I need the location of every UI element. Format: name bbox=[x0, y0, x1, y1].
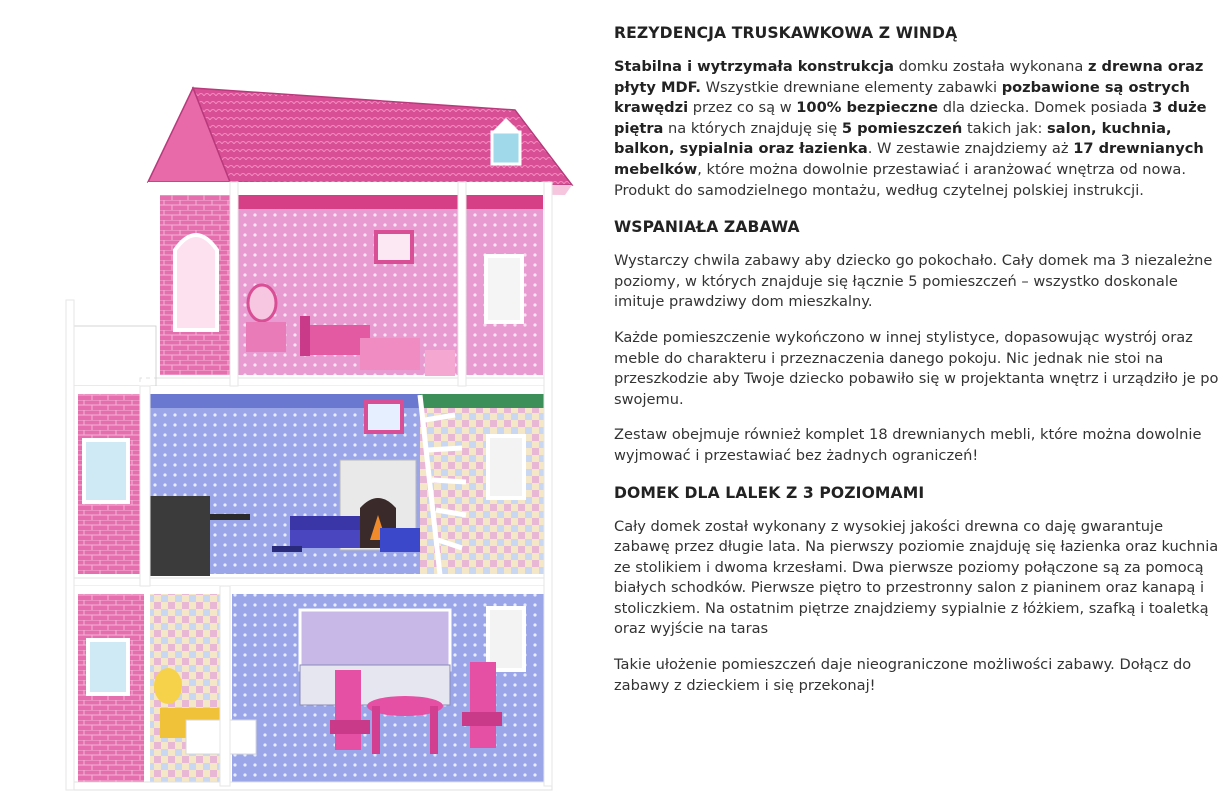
bold-text: z drewna oraz płyty MDF. bbox=[614, 58, 1204, 96]
dollhouse-photo bbox=[0, 0, 600, 808]
text-run: Wystarczy chwila zabawy aby dziecko go pokochało. Cały domek ma 3 niezależne poziomy, w których znajduje się łącznie 5 pomieszczeń – wszystko doskonale imituje prawdziwy dom mieszkalny. bbox=[614, 252, 1213, 311]
bold-text: 17 drewnianych mebelków bbox=[614, 140, 1204, 178]
section-heading: DOMEK DLA LALEK Z 3 POZIOMAMI bbox=[614, 483, 925, 502]
text-run: takich jak: bbox=[962, 119, 1048, 137]
bold-text: 3 duże piętra bbox=[614, 99, 1207, 137]
bold-text: salon, kuchnia, balkon, sypialnia oraz łazienka bbox=[614, 119, 1172, 158]
text-run: Każde pomieszczenie wykończono w innej stylistyce, dopasowując wystrój oraz meble do charakteru i przeznaczenia danego pokoju. Nic jednak nie stoi na przeszkodzie aby Twoje dziecko pobawiło się w projektanta wnętrz i urządziło je po swojemu. bbox=[614, 328, 1219, 408]
text-run: domku została wykonana bbox=[893, 58, 1088, 75]
text-run: Takie ułożenie pomieszczeń daje nieograniczone możliwości zabawy. Dołącz do zabawy z dzieckiem i się przekonaj! bbox=[614, 656, 1192, 694]
text-run: . W zestawie znajdziemy aż bbox=[867, 140, 1074, 158]
bold-text: pozbawione są ostrych krawędzi bbox=[614, 78, 1190, 117]
bold-text: Stabilna i wytrzymała konstrukcja bbox=[614, 58, 894, 75]
text-run: na których znajduję się bbox=[663, 119, 842, 137]
section-paragraph bbox=[614, 425, 1220, 466]
text-run: Zestaw obejmuje również komplet 18 drewnianych mebli, które można dowolnie wyjmować i przestawiać bez żadnych ograniczeń! bbox=[614, 426, 1202, 464]
text-run: , które można dowolnie przestawiać i aranżować wnętrza od nowa. Produkt do samodzielnego montażu, według czytelnej polskiej instrukcji. bbox=[614, 160, 1187, 199]
text-run: przez co są w bbox=[688, 99, 797, 117]
text-run: Cały domek został wykonany z wysokiej jakości drewna co daję gwarantuje zabawę przez długie lata. Na pierwszy poziomie znajduję się łazienka oraz kuchnia ze stolikiem i dwoma krzesłami. Dwa pierwsze poziomy połączone są za pomocą białych schodków. Pierwsze piętro to przestronny salon z pianinem oraz kanapą i stoliczkiem. Na ostatnim piętrze znajdziemy sypialnie z łóżkiem, szafką i toaletką oraz wyjście na taras bbox=[614, 517, 1219, 638]
section-heading: REZYDENCJA TRUSKAWKOWA Z WINDĄ bbox=[614, 24, 958, 42]
bold-text: 5 pomieszczeń bbox=[841, 119, 963, 137]
text-run: dla dziecka. Domek posiada bbox=[938, 99, 1153, 117]
section-paragraph bbox=[614, 57, 1220, 201]
section-paragraph bbox=[614, 251, 1220, 313]
section-heading: WSPANIAŁA ZABAWA bbox=[614, 218, 800, 237]
product-description bbox=[614, 22, 1220, 696]
section-paragraph bbox=[614, 517, 1220, 641]
section-paragraph bbox=[614, 328, 1220, 410]
text-run: Wszystkie drewniane elementy zabawki bbox=[700, 78, 1002, 96]
section-paragraph bbox=[614, 655, 1220, 696]
bold-text: 100% bezpieczne bbox=[796, 99, 939, 117]
